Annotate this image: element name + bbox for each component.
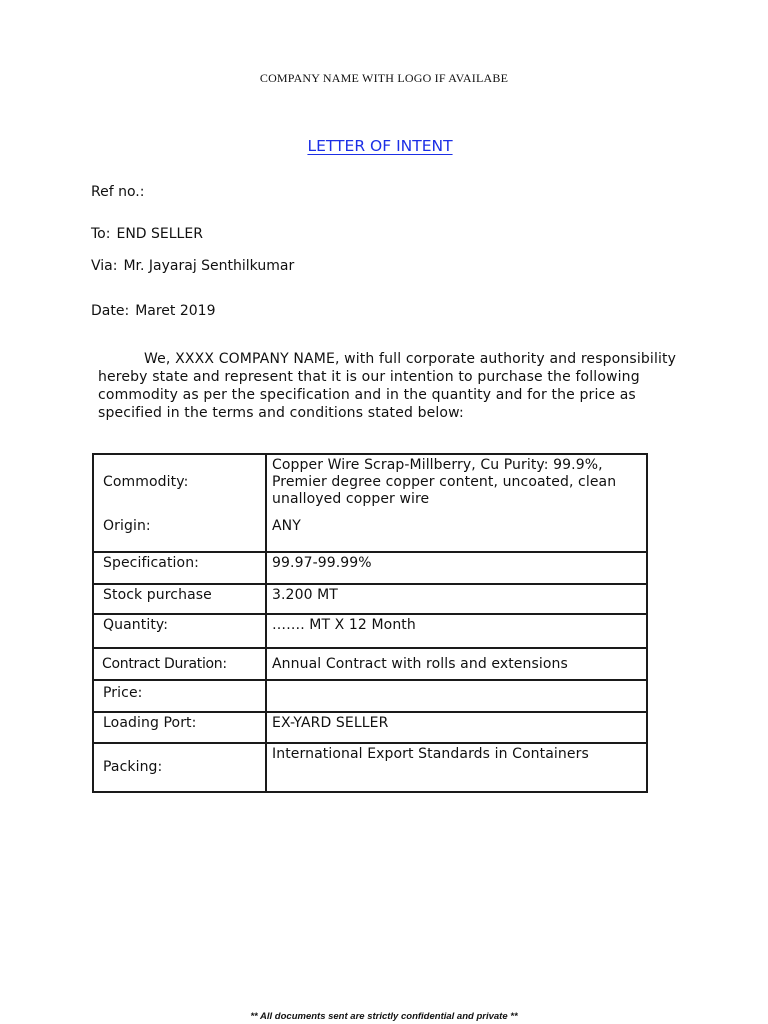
- origin-label: Origin:: [93, 510, 266, 552]
- terms-table: [92, 453, 648, 793]
- via-field: [91, 258, 294, 274]
- specification-value: 99.97-99.99%: [266, 552, 647, 584]
- ref-number-field: [91, 184, 144, 200]
- date-value: Maret 2019: [135, 303, 216, 319]
- loading-port-label: Loading Port:: [93, 712, 266, 743]
- contract-duration-value: Annual Contract with rolls and extensions: [266, 648, 647, 680]
- recipient-field: [91, 226, 203, 242]
- table-row: [93, 584, 647, 614]
- stock-purchase-value: 3.200 MT: [266, 584, 647, 614]
- origin-value: ANY: [266, 510, 647, 552]
- letterhead-placeholder: COMPANY NAME WITH LOGO IF AVAILABE: [259, 71, 509, 85]
- quantity-value: ……. MT X 12 Month: [266, 614, 647, 648]
- commodity-label: Commodity:: [93, 454, 266, 510]
- stock-purchase-label: Stock purchase: [93, 584, 266, 614]
- to-value: END SELLER: [116, 226, 203, 242]
- table-row: [93, 552, 647, 584]
- commodity-value: Copper Wire Scrap-Millberry, Cu Purity: 99.9%, Premier degree copper content, uncoated, clean unalloyed copper wire: [266, 454, 647, 510]
- table-row: [93, 712, 647, 743]
- price-label: Price:: [93, 680, 266, 712]
- quantity-label: Quantity:: [93, 614, 266, 648]
- document-title: LETTER OF INTENT: [307, 137, 453, 155]
- intent-paragraph: We, XXXX COMPANY NAME, with full corporate authority and responsibility hereby state and represent that it is our intention to purchase the following commodity as per the specification and in the quantity and for the price as specified in the terms and conditions stated below:: [98, 351, 677, 421]
- date-field: [91, 303, 215, 319]
- specification-label: Specification:: [93, 552, 266, 584]
- to-label: To:: [91, 226, 111, 242]
- via-value: Mr. Jayaraj Senthilkumar: [123, 258, 295, 274]
- loading-port-value: EX-YARD SELLER: [266, 712, 647, 743]
- table-row: [93, 614, 647, 648]
- contract-duration-label: Contract Duration:: [93, 648, 266, 680]
- table-row: [93, 648, 647, 680]
- confidentiality-note: ** All documents sent are strictly confidential and private **: [250, 1011, 518, 1022]
- table-row: [93, 454, 647, 510]
- date-label: Date:: [91, 303, 130, 319]
- ref-label: Ref no.:: [91, 184, 145, 200]
- packing-value: International Export Standards in Containers: [266, 743, 647, 792]
- packing-label: Packing:: [93, 743, 266, 792]
- price-value: [266, 680, 647, 712]
- table-row: [93, 510, 647, 552]
- table-row: [93, 680, 647, 712]
- table-row: [93, 743, 647, 792]
- via-label: Via:: [91, 258, 118, 274]
